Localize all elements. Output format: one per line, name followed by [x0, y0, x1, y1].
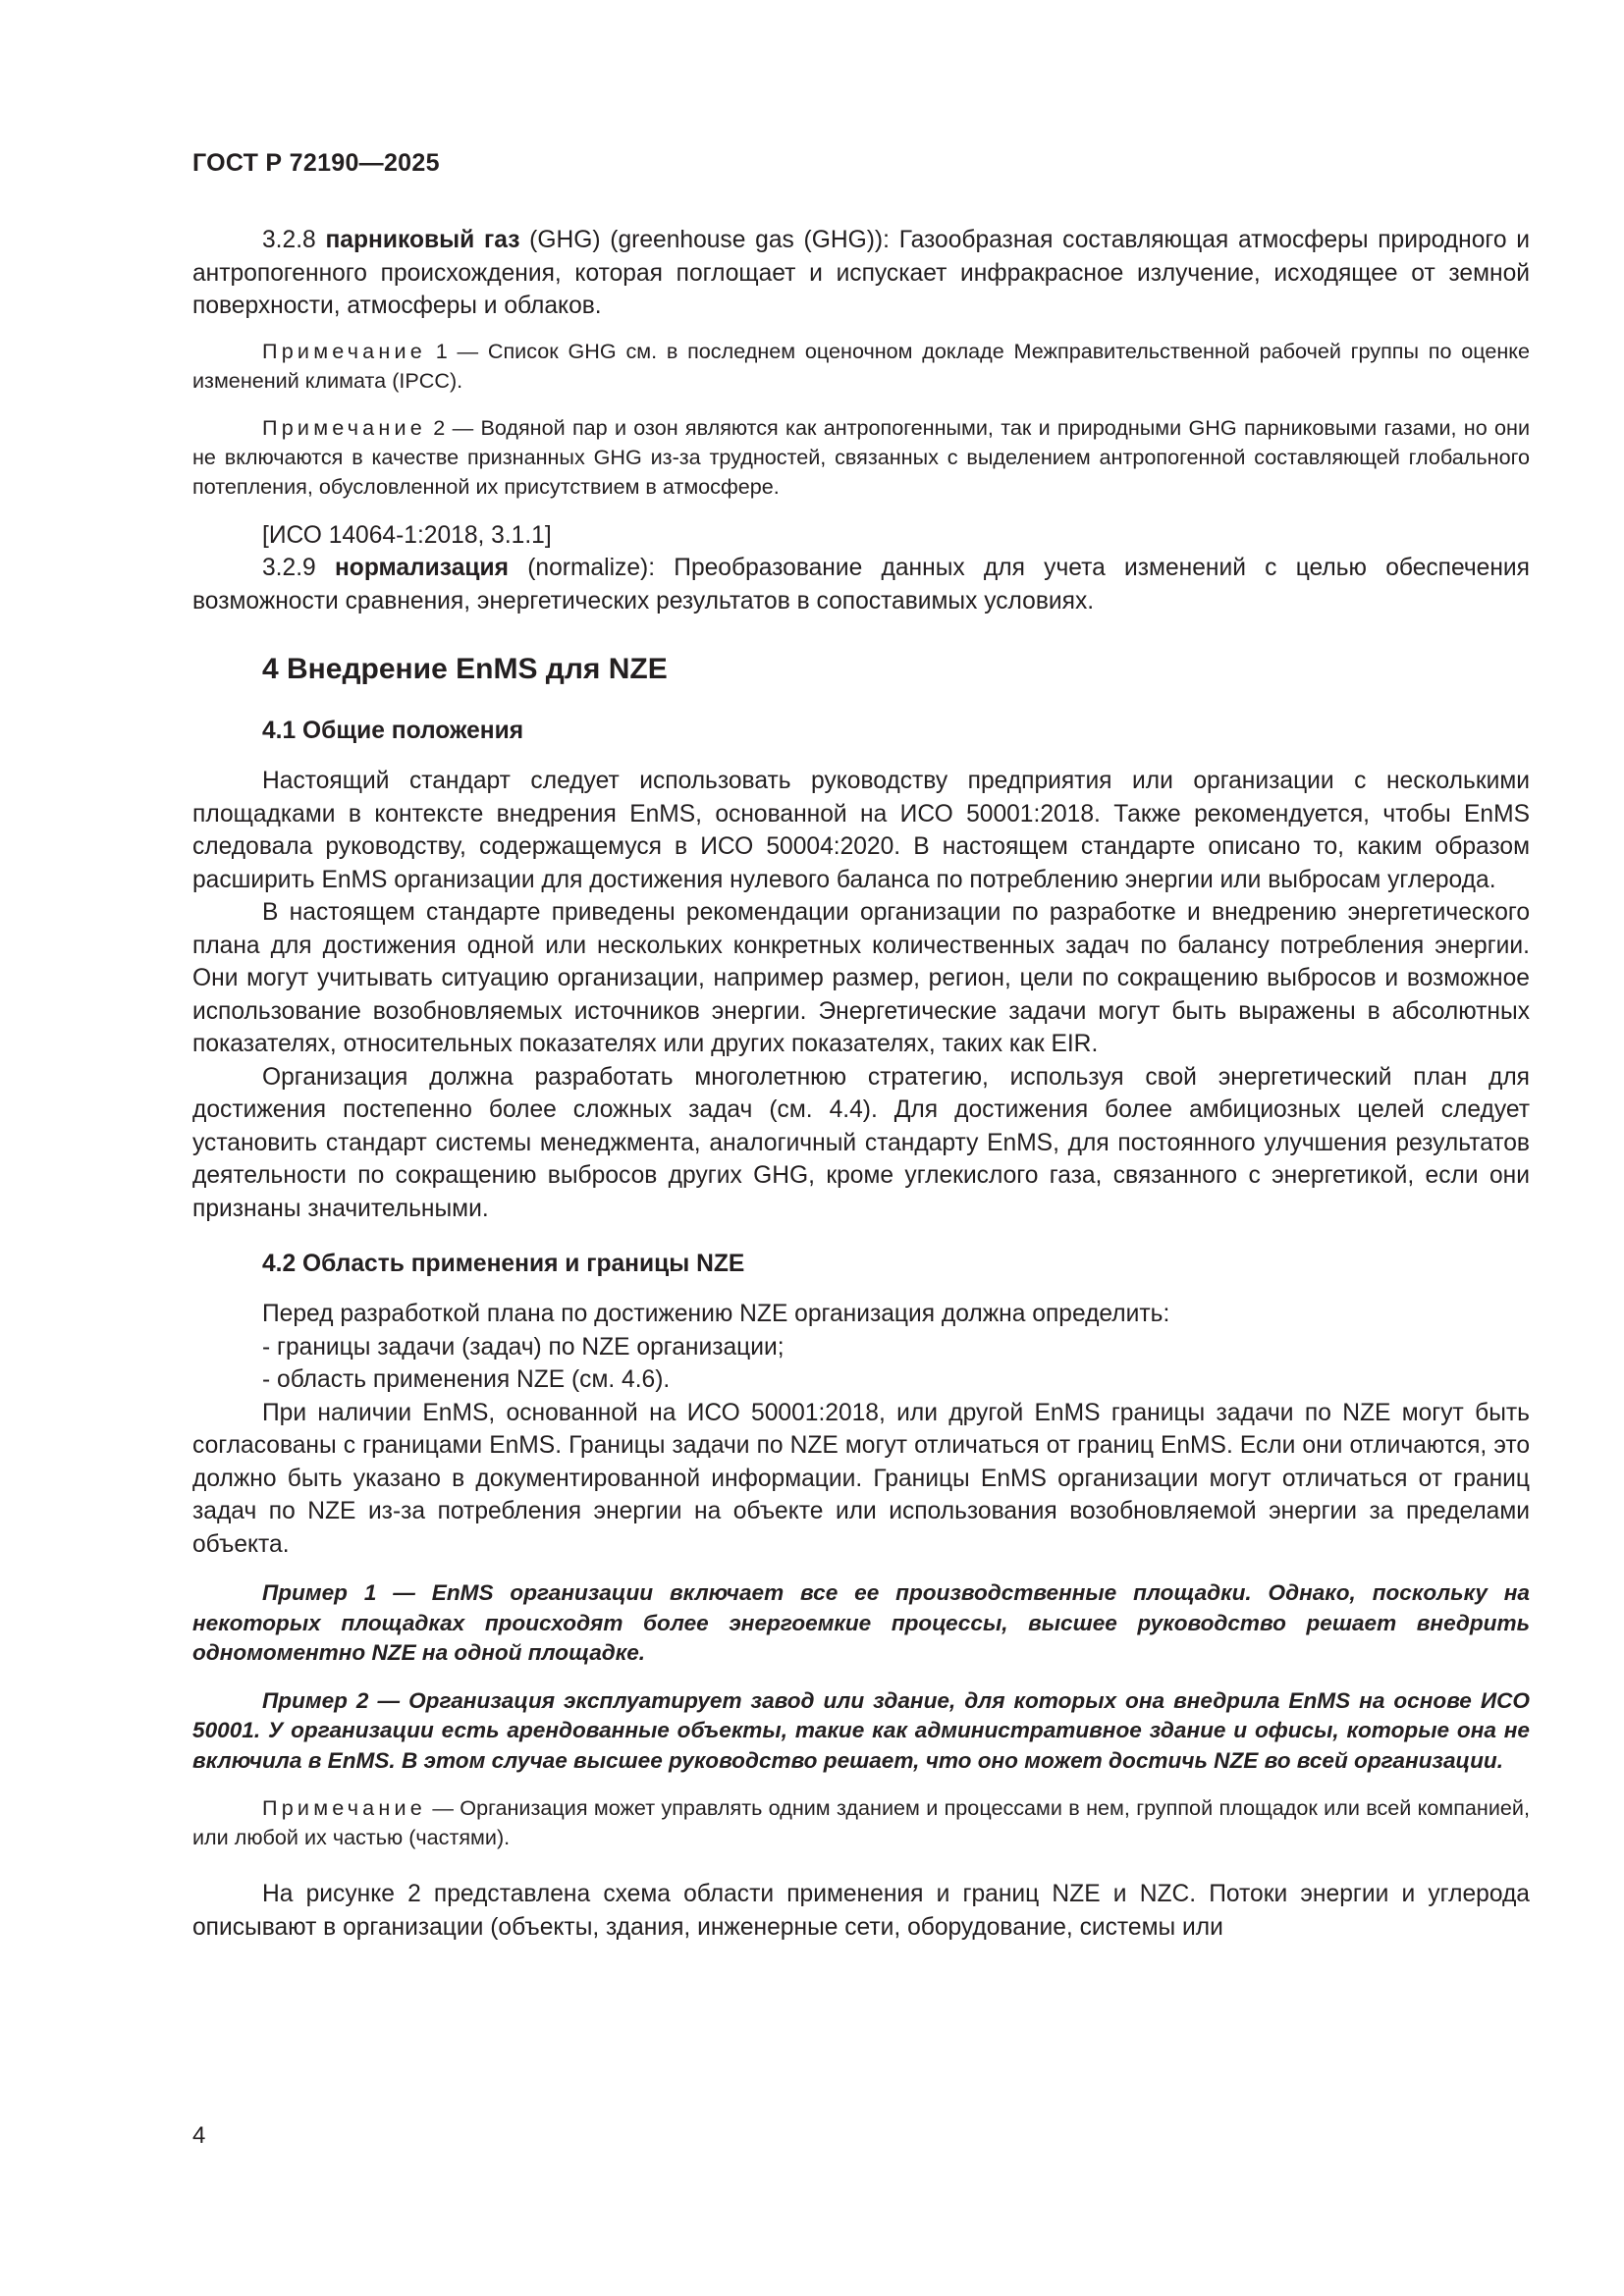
- paragraph: На рисунке 2 представлена схема области применения и границ NZE и NZC. Потоки энергии и углерода описывают в организации (объекты, здания, инженерные сети, оборудование, системы или: [192, 1881, 1530, 1941]
- section-heading-4: 4 Внедрение EnMS для NZE: [262, 653, 668, 685]
- term: нормализация: [334, 555, 509, 581]
- note-1: [192, 337, 1530, 396]
- note-2: [192, 413, 1530, 502]
- note-3: [192, 1793, 1530, 1852]
- paragraph: Организация должна разработать многолетнюю стратегию, используя свой энергетический план для достижения постепенно более сложных задач (см. 4.4). Для достижения более амбициозных целей следует установить стандарт системы менеджмента, аналогичный стандарту EnMS, для постоянного улучшения результатов деятельности по сокращению выбросов других GHG, кроме углекислого газа, связанного с энергетикой, если они признаны значительными.: [192, 1063, 1530, 1222]
- definition-text: (GHG) (greenhouse gas (GHG)): Газообразная составляющая атмосферы природного и антропогенного происхождения, которая поглощает и испускает инфракрасное излучение, исходящее от земной поверхности, атмосферы и облаков.: [192, 227, 1530, 319]
- clause-number: 3.2.9: [262, 555, 316, 581]
- note-text: 2 — Водяной пар и озон являются как антропогенными, так и природными GHG парниковыми газами, но они не включаются в качестве признанных GHG из-за трудностей, связанных с выделением антропогенной составляющей глобального потепления, обусловленной их присутствием в атмосфере.: [192, 414, 1530, 499]
- note-text: — Организация может управлять одним зданием и процессами в нем, группой площадок или всей компанией, или любой их частью (частями).: [192, 1795, 1530, 1849]
- document-body: [192, 224, 1530, 1944]
- example-1: Пример 1 — EnMS организации включает все ее производственные площадки. Однако, поскольку на некоторых площадках происходят более энергоемкие процессы, высшее руководство решает внедрить одномоментно NZE на одной площадке.: [192, 1580, 1530, 1665]
- note-label: Примечание: [262, 414, 426, 440]
- definition-3-2-9: [192, 552, 1530, 617]
- example-2: Пример 2 — Организация эксплуатирует завод или здание, для которых она внедрила EnMS на основе ИСО 50001. У организации есть арендованные объекты, такие как административное здание и офисы, которые она не включила в EnMS. В этом случае высшее руководство решает, что оно может достичь NZE во всей организации.: [192, 1687, 1530, 1773]
- page-number: 4: [192, 2122, 206, 2149]
- note-text: 1 — Список GHG см. в последнем оценочном докладе Межправительственной рабочей группы по оценке изменений климата (IPCC).: [192, 338, 1530, 393]
- paragraph: Настоящий стандарт следует использовать руководству предприятия или организации с несколькими площадками в контексте внедрения EnMS, основанной на ИСО 50001:2018. Также рекомендуется, чтобы EnMS следовала руководству, содержащемуся в ИСО 50004:2020. В настоящем стандарте описано то, каким образом расширить EnMS организации для достижения нулевого баланса по потреблению энергии или выбросам углерода.: [192, 768, 1530, 893]
- list-item: - границы задачи (задач) по NZE организации;: [262, 1333, 785, 1361]
- document-id-header: ГОСТ Р 72190—2025: [192, 149, 440, 177]
- paragraph: При наличии EnMS, основанной на ИСО 50001:2018, или другой EnMS границы задачи по NZE могут быть согласованы с границами EnMS. Границы задачи по NZE могут отличаться от границ EnMS. Если они отличаются, это должно быть указано в документированной информации. Границы EnMS организации могут отличаться от границ задач по NZE из-за потребления энергии на объекте или использования возобновляемой энергии за пределами объекта.: [192, 1399, 1530, 1558]
- clause-number: 3.2.8: [262, 227, 316, 253]
- term: парниковый газ: [325, 227, 520, 253]
- list-item: - область применения NZE (см. 4.6).: [262, 1366, 671, 1393]
- paragraph: В настоящем стандарте приведены рекомендации организации по разработке и внедрению энергетического плана для достижения одной или нескольких конкретных количественных задач по балансу потребления энергии. Они могут учитывать ситуацию организации, например размер, регион, цели по сокращению выбросов и возможное использование возобновляемых источников энергии. Энергетические задачи могут быть выражены в абсолютных показателях, относительных показателях или других показателях, таких как EIR.: [192, 899, 1530, 1057]
- source-reference: [ИСО 14064-1:2018, 3.1.1]: [262, 521, 552, 549]
- note-label: Примечание: [262, 338, 426, 363]
- subsection-heading-4-1: 4.1 Общие положения: [262, 718, 524, 744]
- definition-text: (normalize): Преобразование данных для учета изменений с целью обеспечения возможности сравнения, энергетических результатов в сопоставимых условиях.: [192, 555, 1530, 614]
- subsection-heading-4-2: 4.2 Область применения и границы NZE: [262, 1251, 745, 1277]
- definition-3-2-8: [192, 224, 1530, 323]
- paragraph: Перед разработкой плана по достижению NZE организация должна определить:: [262, 1301, 1170, 1327]
- note-label: Примечание: [262, 1795, 426, 1820]
